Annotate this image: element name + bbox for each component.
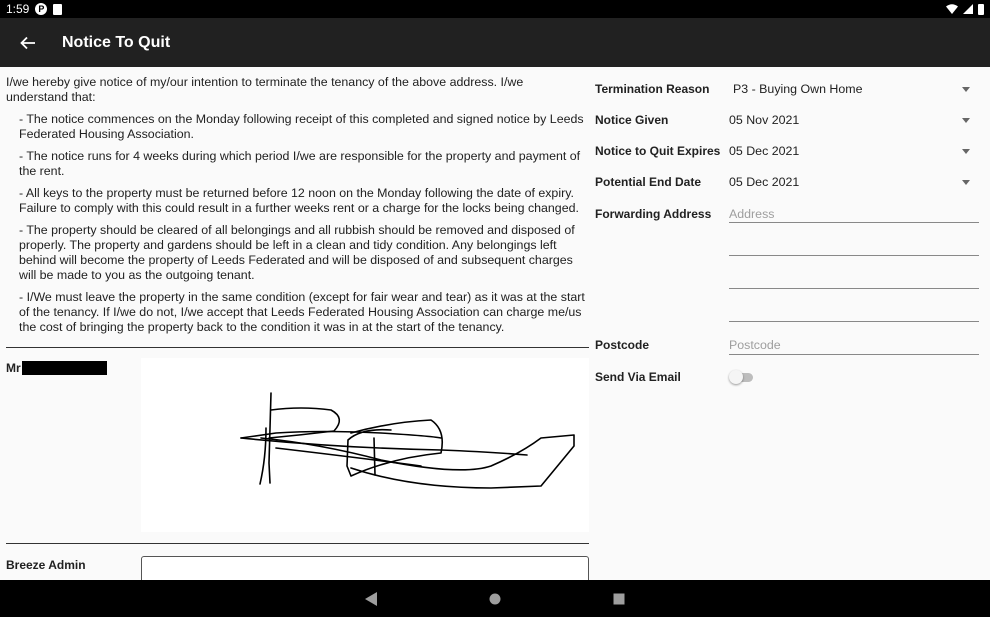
- tenant-signature-pad[interactable]: [141, 358, 589, 532]
- page-title: Notice To Quit: [62, 33, 171, 51]
- notice-given-dropdown[interactable]: [729, 113, 980, 127]
- dropdown-arrow-icon: [962, 87, 970, 92]
- forwarding-address-placeholder: Address: [729, 207, 775, 221]
- dropdown-arrow-icon: [962, 180, 970, 185]
- status-left: [6, 2, 62, 16]
- status-right: [946, 4, 984, 15]
- admin-signature-pad[interactable]: [141, 556, 589, 580]
- notice-term-1: - The notice commences on the Monday following receipt of this completed and signed notice by Leeds Federated Housing Association.: [19, 112, 584, 141]
- admin-signature-label: Breeze Admin: [6, 558, 86, 572]
- termination-reason-row: [595, 76, 980, 102]
- notice-expires-label: Notice to Quit Expires: [595, 144, 721, 158]
- notice-term-3: - All keys to the property must be returned before 12 noon on the Monday following the date of expiry. Failure to comply with this could result in a further weeks rent or a charge for the locks being changed.: [19, 186, 579, 215]
- divider: [6, 347, 589, 348]
- notice-term-2: - The notice runs for 4 weeks during which period I/we are responsible for the property and payment of the rent.: [19, 149, 581, 178]
- termination-reason-dropdown[interactable]: [729, 82, 980, 96]
- tenant-title: Mr: [6, 361, 21, 375]
- notice-terms: [19, 112, 587, 342]
- tenant-signature-label: [6, 361, 107, 375]
- navigation-bar: [0, 580, 990, 617]
- arrow-back-icon: [20, 35, 36, 51]
- nav-recents-button[interactable]: [611, 591, 627, 607]
- termination-reason-value: P3 - Buying Own Home: [733, 82, 863, 96]
- app-bar: [0, 18, 990, 67]
- status-bar: [0, 0, 990, 18]
- dropdown-arrow-icon: [962, 149, 970, 154]
- notice-term-4: - The property should be cleared of all belongings and all rubbish should be removed and disposed of properly. The property and gardens should be left in a clean and tidy condition. Any belongings left behind will become the property of Leeds Federated and will be disposed of and subsequent charges will be made to you as the outgoing tenant.: [19, 223, 575, 282]
- notice-expires-value: 05 Dec 2021: [729, 144, 800, 158]
- forwarding-address-input[interactable]: [729, 207, 980, 221]
- address-line-3[interactable]: [729, 288, 979, 289]
- send-via-email-label: Send Via Email: [595, 370, 681, 384]
- postcode-label: Postcode: [595, 338, 650, 352]
- forwarding-address-row: [595, 201, 980, 227]
- content-area: [0, 67, 990, 580]
- notice-given-row: [595, 107, 980, 133]
- postcode-underline: [729, 354, 979, 355]
- sd-card-icon: [53, 4, 62, 15]
- circle-home-icon: [489, 593, 501, 605]
- address-line-4[interactable]: [729, 321, 979, 322]
- potential-end-row: [595, 169, 980, 195]
- signal-icon: [963, 4, 973, 14]
- notice-term-5: - I/We must leave the property in the same condition (except for fair wear and tear) as it was at the start of the tenancy. If I/we do not, I/we accept that Leeds Federated Housing Association can charge me/us the cost of bringing the property back to the condition it was in at the start of the tenancy.: [19, 290, 585, 334]
- address-line-2[interactable]: [729, 255, 979, 256]
- divider: [6, 543, 589, 544]
- triangle-back-icon: [365, 592, 377, 606]
- postcode-input[interactable]: [729, 338, 980, 352]
- dropdown-arrow-icon: [962, 118, 970, 123]
- forwarding-address-label: Forwarding Address: [595, 207, 712, 221]
- status-time: 1:59: [6, 2, 30, 16]
- send-via-email-row: [595, 364, 980, 390]
- tenant-signature-drawing: [141, 358, 589, 532]
- back-button[interactable]: [0, 18, 56, 67]
- redacted-name: [22, 361, 107, 375]
- notification-app-icon: P: [35, 3, 47, 15]
- square-recents-icon: [613, 593, 625, 605]
- send-via-email-toggle[interactable]: [729, 371, 753, 383]
- toggle-thumb: [729, 370, 743, 384]
- nav-back-button[interactable]: [363, 591, 379, 607]
- potential-end-label: Potential End Date: [595, 175, 702, 189]
- termination-reason-label: Termination Reason: [595, 82, 710, 96]
- nav-home-button[interactable]: [487, 591, 503, 607]
- wifi-icon: [946, 4, 958, 14]
- notice-expires-dropdown[interactable]: [729, 144, 980, 158]
- postcode-placeholder: Postcode: [729, 338, 781, 352]
- potential-end-dropdown[interactable]: [729, 175, 980, 189]
- potential-end-value: 05 Dec 2021: [729, 175, 800, 189]
- address-line-1[interactable]: [729, 222, 979, 223]
- notice-intro: I/we hereby give notice of my/our intention to terminate the tenancy of the above address. I/we understand that:: [6, 75, 524, 104]
- notice-given-value: 05 Nov 2021: [729, 113, 800, 127]
- notice-expires-row: [595, 138, 980, 164]
- notice-given-label: Notice Given: [595, 113, 669, 127]
- battery-icon: [978, 4, 984, 15]
